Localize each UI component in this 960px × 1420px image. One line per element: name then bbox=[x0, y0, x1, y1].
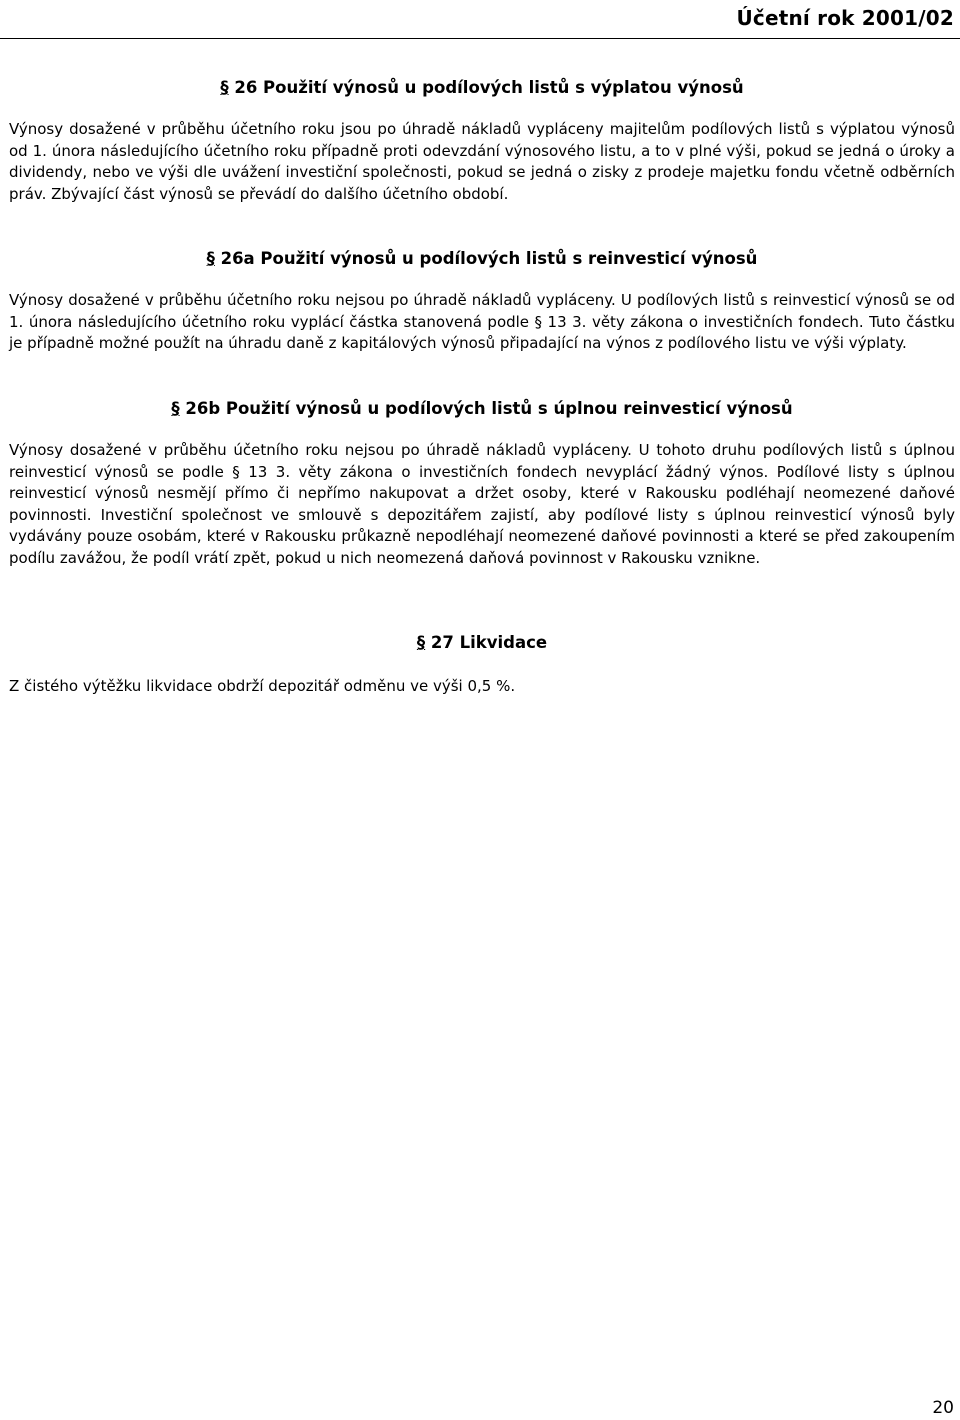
section-27-title: 27 Likvidace bbox=[425, 633, 548, 652]
section-symbol: § bbox=[416, 633, 426, 652]
section-26-heading bbox=[9, 77, 955, 99]
section-symbol: § bbox=[220, 78, 229, 97]
section-26-title: 26 Použití výnosů u podílových listů s výplatou výnosů bbox=[228, 78, 744, 97]
section-26a-title: 26a Použití výnosů u podílových listů s reinvesticí výnosů bbox=[214, 249, 758, 268]
section-symbol: § bbox=[206, 249, 215, 268]
section-26a-paragraph: Výnosy dosažené v průběhu účetního roku nejsou po úhradě nákladů vypláceny. U podílových listů s reinvesticí výnosů se od 1. února následujícího účetního roku vyplácí částka stanovená podle § 13 3. věty zákona o investičních fondech. Tuto částku je případně možné použít na úhradu daně z kapitálových výnosů připadající na výnos z podílového listu ve výši výplaty. bbox=[9, 291, 955, 353]
section-26b-heading bbox=[9, 398, 955, 420]
section-symbol: § bbox=[171, 399, 180, 418]
document-title: Účetní rok 2001/02 bbox=[736, 6, 954, 30]
page-header bbox=[0, 0, 960, 42]
section-26b-title: 26b Použití výnosů u podílových listů s úplnou reinvesticí výnosů bbox=[179, 399, 793, 418]
section-27-heading bbox=[9, 632, 955, 654]
section-26a-heading bbox=[9, 248, 955, 270]
section-26b-paragraph: Výnosy dosažené v průběhu účetního roku nejsou po úhradě nákladů vypláceny. U tohoto druhu podílových listů s úplnou reinvesticí výnosů se podle § 13 3. věty zákona o investičních fondech nevyplácí žádný výnos. Podílové listy s úplnou reinvesticí výnosů nesmějí přímo či nepřímo nakupovat a držet osoby, které v Rakousku podléhají neomezené daňové povinnosti. Investiční společnost ve smlouvě s depozitářem zajistí, aby podílové listy s úplnou reinvesticí výnosů byly vydávány pouze osobám, které v Rakousku průkazně nepodléhají neomezené daňové povinnosti a které se před zakoupením podílu zavážou, že podíl vrátí zpět, pokud u nich neomezená daňová povinnost v Rakousku vznikne. bbox=[9, 441, 955, 567]
section-26-paragraph: Výnosy dosažené v průběhu účetního roku jsou po úhradě nákladů vypláceny majitelům podílových listů s výplatou výnosů od 1. února následujícího účetního roku případně proti odevzdání výnosového listu, a to v plné výši, pokud se jedná o úroky a dividendy, nebo ve výši dle uvážení investiční společnosti, pokud se jedná o zisky z prodeje majetku fondu včetně odběrních práv. Zbývající část výnosů se převádí do dalšího účetního období. bbox=[9, 120, 955, 203]
page-number: 20 bbox=[932, 1398, 954, 1418]
header-divider bbox=[0, 38, 960, 39]
section-27-paragraph: Z čistého výtěžku likvidace obdrží depozitář odměnu ve výši 0,5 %. bbox=[9, 677, 516, 695]
